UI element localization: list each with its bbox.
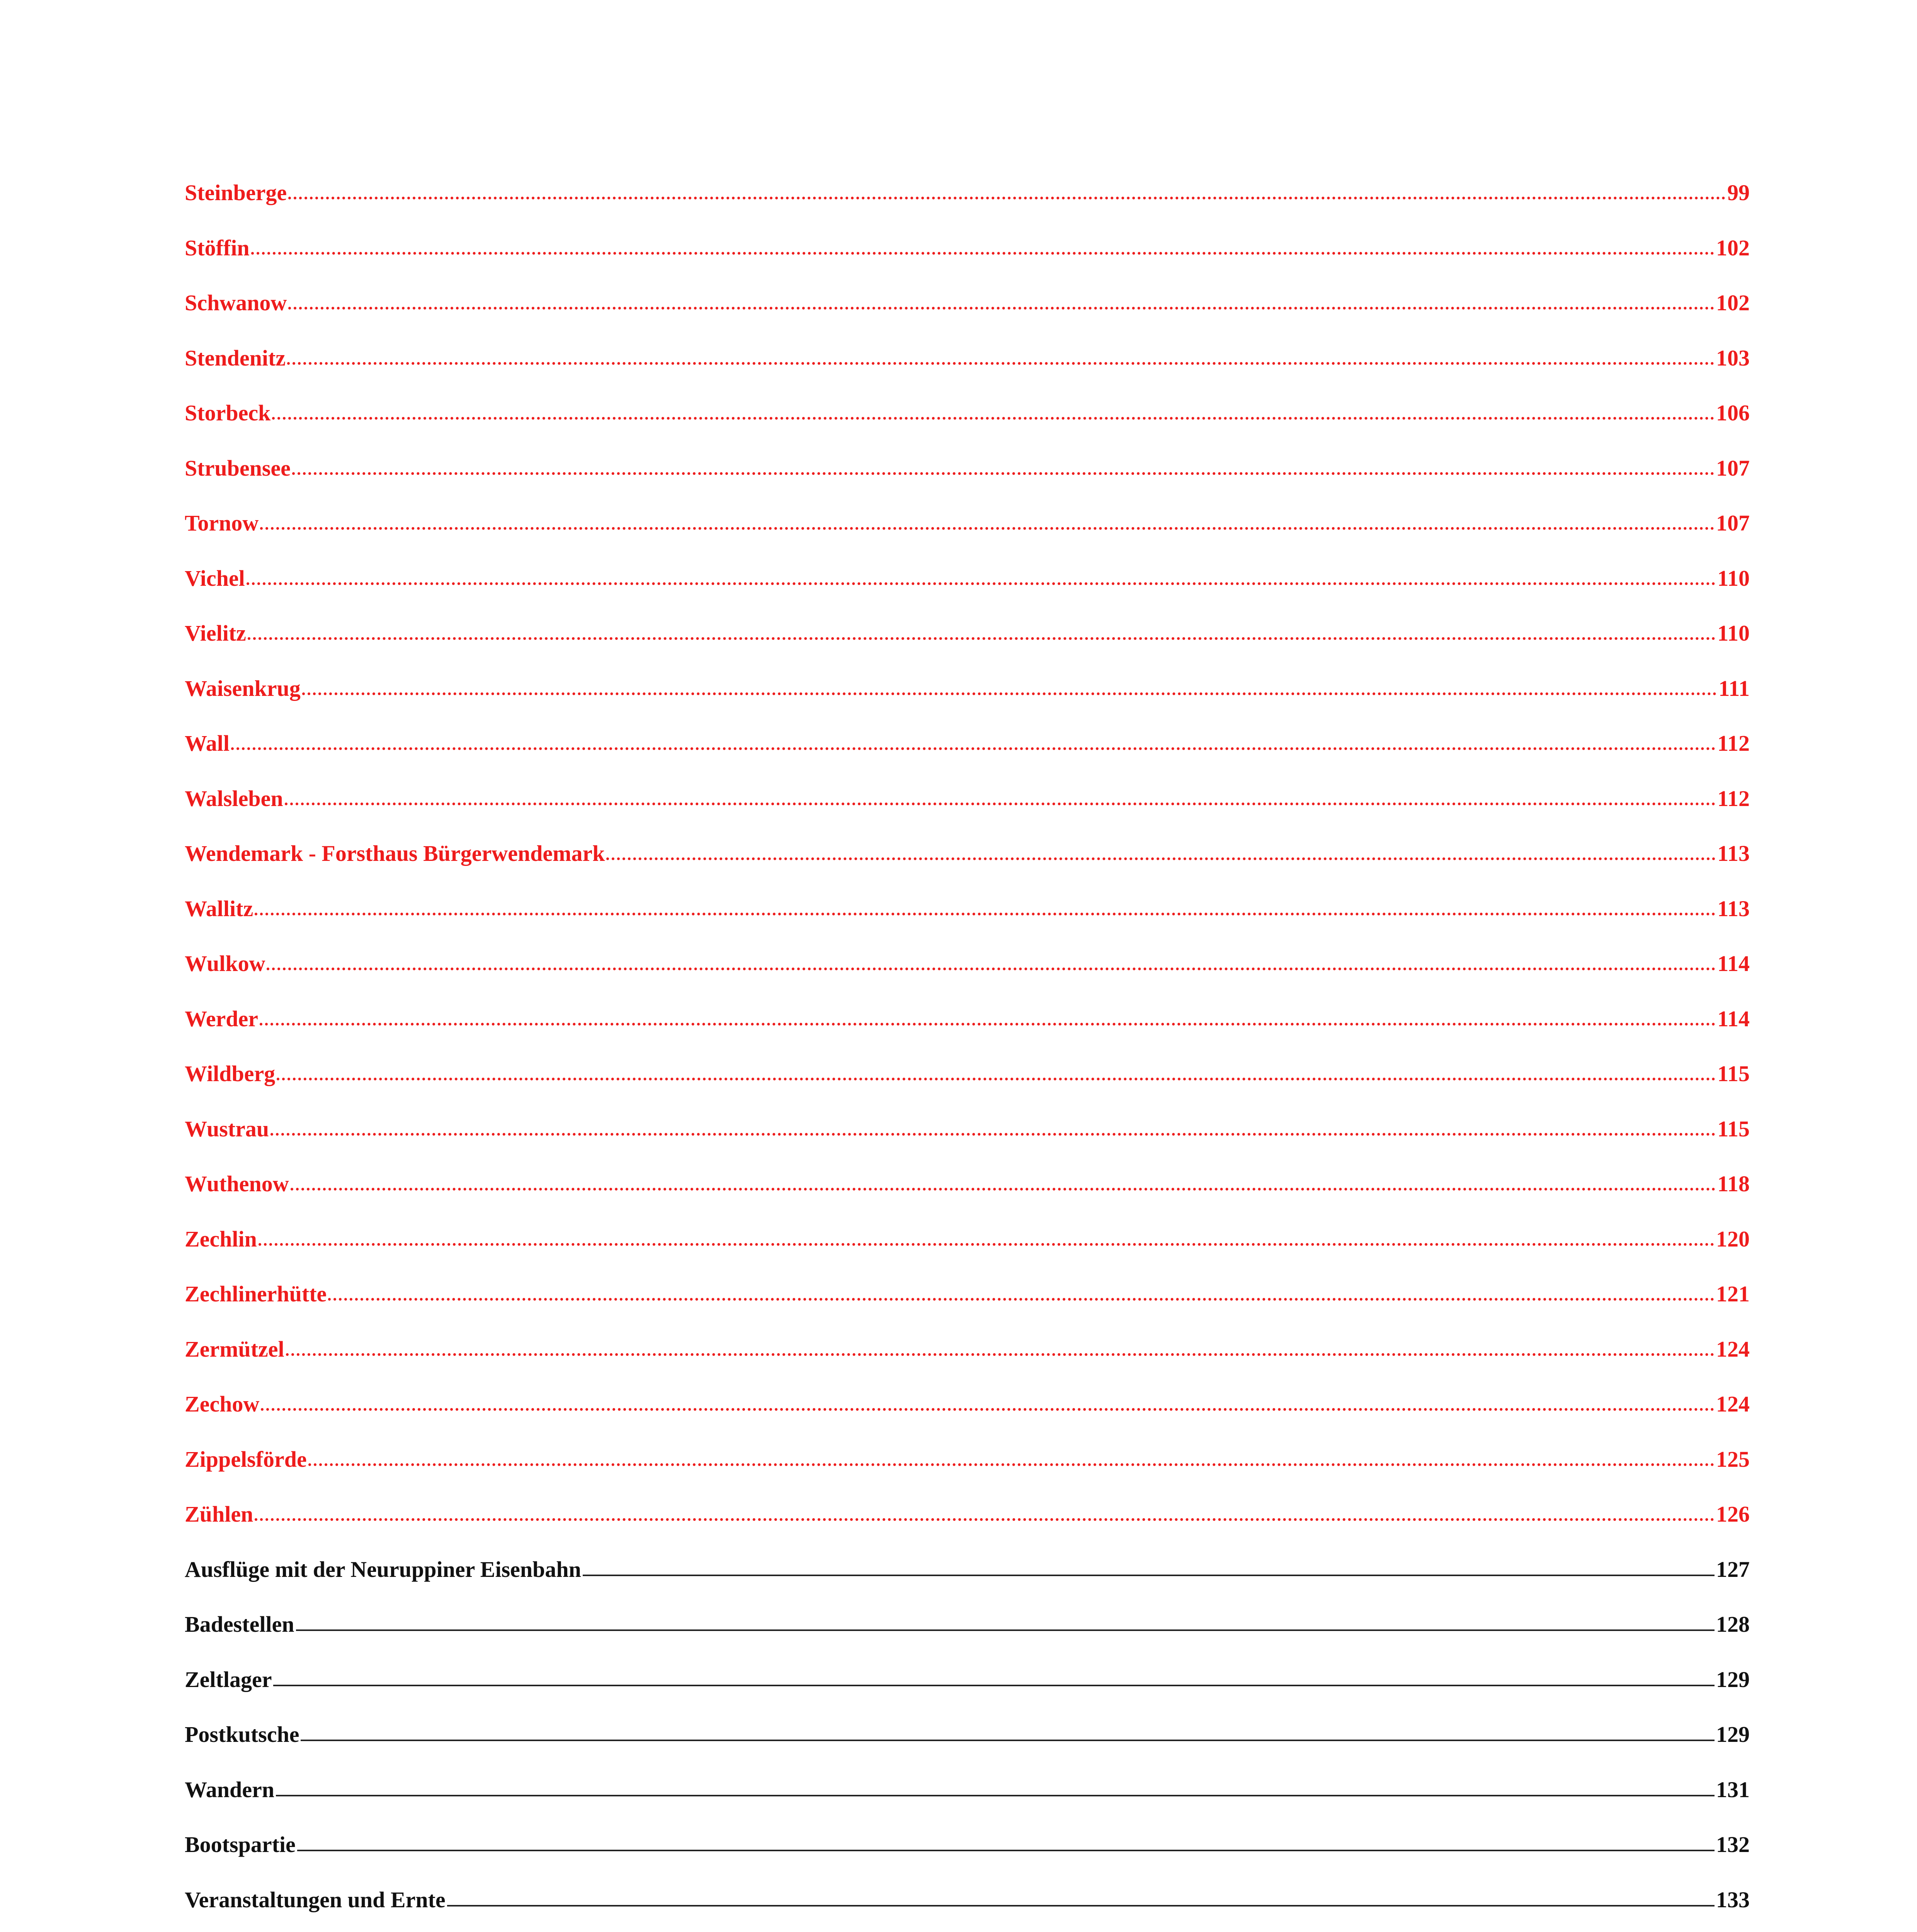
toc-entry-page: 107 [1716,455,1750,481]
toc-entry-page: 126 [1716,1502,1750,1527]
toc-leader [308,1463,1715,1466]
toc-entry-label: Postkutsche [185,1722,299,1747]
toc-entry-page: 131 [1716,1777,1750,1802]
toc-entry-page: 107 [1716,510,1750,536]
toc-entry-label: Waisenkrug [185,675,301,701]
toc-entry-label: Zühlen [185,1502,253,1527]
toc-entry[interactable] [185,1228,1750,1283]
toc-entry[interactable] [185,237,1750,292]
toc-entry[interactable] [185,1779,1750,1834]
toc-entry-page: 125 [1716,1446,1750,1472]
toc-leader [260,1023,1716,1026]
toc-entry-page: 112 [1717,731,1750,756]
toc-entry-page: 113 [1717,896,1750,921]
toc-entry-page: 106 [1716,400,1750,425]
toc-entry-page: 99 [1727,180,1750,205]
toc-leader [606,857,1716,860]
toc-entry[interactable] [185,1668,1750,1724]
toc-leader [270,1133,1716,1136]
toc-entry[interactable] [185,1393,1750,1448]
toc-leader [286,1353,1715,1356]
toc-entry[interactable] [185,1008,1750,1063]
toc-entry-label: Stöffin [185,235,250,260]
toc-leader [302,692,1717,695]
toc-entry-page: 129 [1716,1667,1750,1692]
toc-entry[interactable] [185,1889,1750,1932]
toc-entry[interactable] [185,347,1750,402]
toc-entry-page: 124 [1716,1391,1750,1417]
toc-entry-page: 118 [1717,1171,1750,1196]
toc-entry-page: 110 [1717,565,1750,591]
toc-entry-label: Wulkow [185,951,265,976]
toc-entry[interactable] [185,182,1750,237]
toc-entry[interactable] [185,1283,1750,1338]
toc-leader [267,968,1716,970]
toc-entry-page: 110 [1717,621,1750,646]
toc-entry-label: Zippelsförde [185,1446,307,1472]
toc-leader [285,803,1716,805]
table-of-contents [185,182,1750,1932]
toc-entry[interactable] [185,1723,1750,1779]
toc-leader [273,1685,1715,1686]
toc-entry-label: Wustrau [185,1116,269,1141]
toc-entry-page: 120 [1716,1226,1750,1252]
toc-entry-label: Wildberg [185,1061,276,1086]
toc-leader [247,582,1716,585]
toc-entry-page: 124 [1716,1336,1750,1362]
toc-entry[interactable] [185,1503,1750,1558]
toc-entry[interactable] [185,898,1750,953]
toc-leader [287,362,1715,365]
toc-entry-label: Vichel [185,565,245,591]
toc-entry-label: Zechlin [185,1226,257,1252]
toc-entry-page: 114 [1717,951,1750,976]
toc-entry-label: Bootspartie [185,1832,296,1857]
toc-entry[interactable] [185,1833,1750,1889]
toc-leader [248,637,1716,640]
toc-entry-label: Vielitz [185,621,246,646]
toc-leader [583,1575,1715,1576]
toc-leader [272,417,1715,420]
toc-entry-label: Zechlinerhütte [185,1281,327,1306]
toc-leader [255,1518,1715,1521]
toc-leader [291,1188,1716,1190]
toc-entry-label: Tornow [185,510,259,536]
toc-entry-label: Schwanow [185,290,287,315]
toc-leader [296,1629,1715,1631]
toc-entry-page: 102 [1716,235,1750,260]
toc-entry-page: 115 [1717,1061,1750,1086]
toc-leader [447,1905,1715,1906]
toc-entry-label: Storbeck [185,400,271,425]
toc-entry[interactable] [185,567,1750,622]
toc-leader [231,747,1716,750]
toc-entry-label: Stendenitz [185,345,286,371]
toc-entry[interactable] [185,1118,1750,1173]
toc-entry-page: 112 [1717,786,1750,811]
toc-entry[interactable] [185,622,1750,677]
toc-entry[interactable] [185,402,1750,457]
toc-entry-label: Badestellen [185,1612,294,1637]
toc-leader [301,1740,1715,1741]
toc-entry-page: 103 [1716,345,1750,371]
toc-entry-label: Strubensee [185,455,291,481]
toc-entry-page: 114 [1717,1006,1750,1031]
toc-leader [288,307,1715,310]
toc-entry-page: 132 [1716,1832,1750,1857]
toc-leader [276,1795,1715,1796]
toc-entry[interactable] [185,512,1750,567]
toc-entry-page: 121 [1716,1281,1750,1306]
toc-leader [288,197,1726,199]
toc-entry[interactable] [185,457,1750,512]
toc-entry[interactable] [185,1338,1750,1393]
toc-leader [297,1850,1715,1851]
toc-entry-page: 102 [1716,290,1750,315]
toc-entry-label: Steinberge [185,180,287,205]
toc-entry[interactable] [185,952,1750,1008]
toc-entry[interactable] [185,1448,1750,1503]
toc-leader [259,1243,1715,1246]
toc-entry[interactable] [185,732,1750,787]
toc-entry-label: Ausflüge mit der Neuruppiner Eisenbahn [185,1556,581,1582]
toc-entry-page: 133 [1716,1887,1750,1912]
toc-entry[interactable] [185,1558,1750,1614]
toc-entry[interactable] [185,842,1750,898]
toc-entry[interactable] [185,1063,1750,1118]
toc-entry-page: 128 [1716,1612,1750,1637]
toc-entry-label: Werder [185,1006,259,1031]
toc-entry[interactable] [185,787,1750,843]
toc-leader [260,527,1715,530]
toc-entry-page: 115 [1717,1116,1750,1141]
toc-leader [277,1078,1716,1080]
toc-leader [255,913,1716,915]
toc-entry-page: 111 [1718,675,1750,701]
toc-entry-label: Wandern [185,1777,275,1802]
toc-entry-page: 127 [1716,1556,1750,1582]
toc-entry-label: Zeltlager [185,1667,272,1692]
toc-entry-label: Wuthenow [185,1171,289,1196]
toc-entry-label: Zechow [185,1391,260,1417]
toc-entry[interactable] [185,1173,1750,1228]
toc-entry[interactable] [185,1613,1750,1668]
toc-leader [261,1408,1715,1411]
toc-entry-label: Veranstaltungen und Ernte [185,1887,446,1912]
toc-entry-label: Walsleben [185,786,283,811]
toc-leader [328,1298,1715,1301]
toc-entry[interactable] [185,292,1750,347]
toc-entry-page: 113 [1717,841,1750,866]
toc-entry-label: Zermützel [185,1336,284,1362]
toc-entry[interactable] [185,677,1750,733]
toc-entry-label: Wendemark - Forsthaus Bürgerwendemark [185,841,605,866]
toc-entry-label: Wall [185,731,230,756]
toc-leader [292,472,1715,475]
toc-entry-page: 129 [1716,1722,1750,1747]
toc-leader [251,252,1715,255]
toc-entry-label: Wallitz [185,896,253,921]
